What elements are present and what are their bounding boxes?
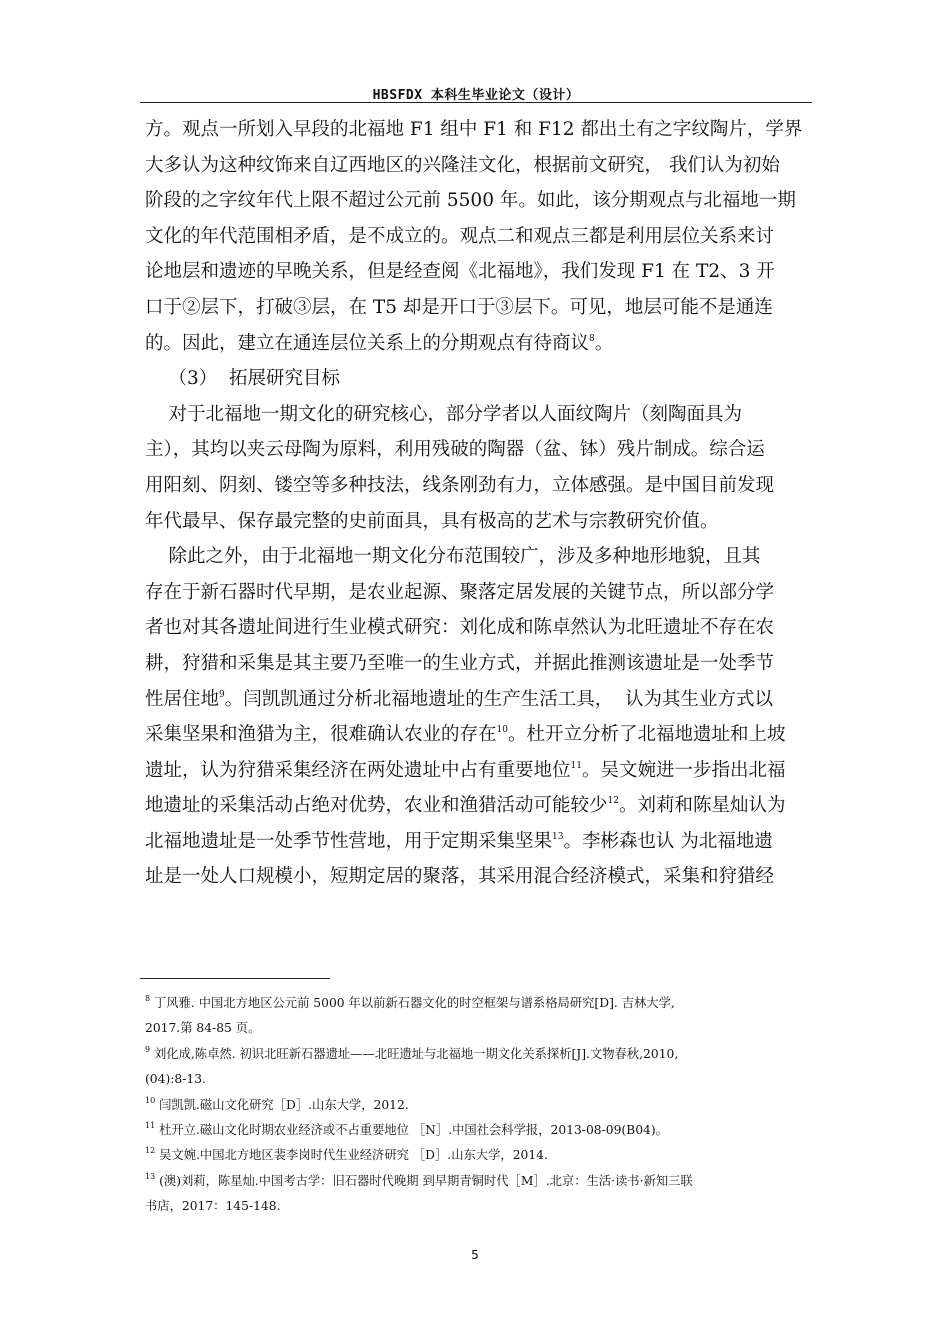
footnote-text: 丁风雅. 中国北方地区公元前 5000 年以前新石器文化的时空框架与谱系格局研究[D]. 吉林大学, xyxy=(150,996,675,1010)
footnote-line xyxy=(145,1093,813,1118)
text-line xyxy=(145,183,813,219)
line-text: （3） 拓展研究目标 xyxy=(145,368,341,390)
line-text: 。刘莉和陈星灿认为 xyxy=(618,795,786,817)
footnote-line xyxy=(145,1194,813,1219)
footnote-text: 书店，2017：145-148. xyxy=(145,1199,281,1214)
header-rule xyxy=(140,102,812,103)
footnote-line xyxy=(145,1067,813,1092)
line-text: 采集坚果和渔猎为主，很难确认农业的存在 xyxy=(145,724,497,746)
footnote-text: 2017.第 84-85 页。 xyxy=(145,1021,261,1036)
text-line xyxy=(145,824,813,860)
line-text: 论地层和遗迹的早晚关系，但是经查阅《北福地》，我们发现 F1 在 T2、3 开 xyxy=(145,261,775,283)
text-line xyxy=(145,432,813,468)
line-text: 主），其均以夹云母陶为原料，利用残破的陶器（盆、钵）残片制成。综合运 xyxy=(145,439,765,461)
line-text: 遗址，认为狩猎采集经济在两处遗址中占有重要地位 xyxy=(145,759,571,781)
text-line xyxy=(145,788,813,824)
footnote-separator xyxy=(140,978,330,979)
line-text: 者也对其各遗址间进行生业模式研究：刘化成和陈卓然认为北旺遗址不存在农 xyxy=(145,617,775,639)
footnote-line xyxy=(145,1169,813,1194)
footnote-line xyxy=(145,1042,813,1067)
line-text: 。闫凯凯通过分析北福地遗址的生产生活工具， 认为其生业方式以 xyxy=(224,688,774,710)
text-line xyxy=(145,112,813,148)
line-text: 方。观点一所划入早段的北福地 F1 组中 F1 和 F12 都出土有之字纹陶片，学界 xyxy=(145,119,803,140)
line-text: 文化的年代范围相矛盾，是不成立的。观点二和观点三都是利用层位关系来讨 xyxy=(145,225,775,247)
line-text: 。杜开立分析了北福地遗址和上坡 xyxy=(507,724,786,746)
text-line xyxy=(145,254,813,290)
footnote-line xyxy=(145,1118,813,1143)
footnotes xyxy=(145,991,813,1220)
line-text: 的。因此，建立在通连层位关系上的分期观点有待商议 xyxy=(145,332,590,354)
footnote-number: 10 xyxy=(145,1095,156,1105)
footnote-text: 吴文婉.中国北方地区裴李岗时代生业经济研究 ［D］.山东大学，2014. xyxy=(155,1148,548,1163)
line-text: 。吴文婉进一步指出北福 xyxy=(581,759,786,781)
text-line xyxy=(145,504,813,540)
footnote-text: 闫凯凯.磁山文化研究［D］.山东大学，2012. xyxy=(155,1097,409,1112)
footnote-number: 13 xyxy=(145,1171,156,1181)
running-header: HBSFDX 本科生毕业论文（设计） xyxy=(372,88,580,103)
footnote-number: 12 xyxy=(145,1146,156,1156)
footnote-ref: 11 xyxy=(570,760,582,771)
text-line xyxy=(145,682,813,718)
text-line xyxy=(145,610,813,646)
footnote-text: (04):8-13. xyxy=(145,1072,206,1087)
footnote-line xyxy=(145,1016,813,1041)
footnote-text: (澳)刘莉，陈星灿.中国考古学：旧石器时代晚期 到早期青铜时代［M］.北京：生活·读书·新知三联 xyxy=(155,1173,693,1188)
footnote-ref: 10 xyxy=(496,725,508,736)
footnote-ref: 8 xyxy=(589,333,595,344)
footnote-number: 11 xyxy=(145,1120,156,1130)
line-text: 北福地遗址是一处季节性营地，用于定期采集坚果 xyxy=(145,830,553,852)
line-text: 用阳刻、阴刻、镂空等多种技法，线条刚劲有力，立体感强。是中国目前发现 xyxy=(145,474,775,496)
line-text: 性居住地 xyxy=(145,688,220,710)
line-text: 阶段的之字纹年代上限不超过公元前 5500 年。如此，该分期观点与北福地一期 xyxy=(145,190,796,212)
text-line xyxy=(145,575,813,611)
footnote-line xyxy=(145,991,813,1016)
line-text: 耕，狩猎和采集是其主要乃至唯一的生业方式，并据此推测该遗址是一处季节 xyxy=(145,652,775,674)
text-line xyxy=(145,290,813,326)
page-number: 5 xyxy=(471,1248,479,1262)
body-text xyxy=(145,112,813,895)
footnote-number: 9 xyxy=(145,1044,151,1054)
line-text: 。李彬森也认 为北福地遗 xyxy=(563,830,773,852)
line-text: 址是一处人口规模小，短期定居的聚落，其采用混合经济模式，采集和狩猎经 xyxy=(145,866,775,888)
text-line xyxy=(145,753,813,789)
text-line xyxy=(145,646,813,682)
line-text: 。 xyxy=(594,332,614,354)
text-line xyxy=(145,326,813,362)
footnote-ref: 12 xyxy=(607,796,619,807)
line-text: 对于北福地一期文化的研究核心，部分学者以人面纹陶片（刻陶面具为 xyxy=(145,403,743,425)
line-text: 年代最早、保存最完整的史前面具，具有极高的艺术与宗教研究价值。 xyxy=(145,510,719,532)
text-line xyxy=(145,717,813,753)
line-text: 口于②层下，打破③层，在 T5 却是开口于③层下。可见，地层可能不是通连 xyxy=(145,296,773,318)
footnote-ref: 9 xyxy=(219,689,225,700)
text-line xyxy=(145,859,813,895)
line-text: 地遗址的采集活动占绝对优势，农业和渔猎活动可能较少 xyxy=(145,795,608,817)
text-line xyxy=(145,219,813,255)
line-text: 大多认为这种纹饰来自辽西地区的兴隆洼文化，根据前文研究， 我们认为初始 xyxy=(145,154,780,176)
line-text: 存在于新石器时代早期，是农业起源、聚落定居发展的关键节点，所以部分学 xyxy=(145,581,775,603)
text-line xyxy=(145,539,813,575)
text-line xyxy=(145,148,813,184)
text-line xyxy=(145,468,813,504)
section-heading xyxy=(145,361,813,397)
footnote-number: 8 xyxy=(145,994,151,1003)
text-line xyxy=(145,397,813,433)
footnote-line xyxy=(145,1143,813,1168)
line-text: 除此之外，由于北福地一期文化分布范围较广，涉及多种地形地貌，且其 xyxy=(145,546,761,568)
footnote-ref: 13 xyxy=(552,831,564,842)
footnote-text: 刘化成,陈卓然. 初识北旺新石器遗址——北旺遗址与北福地一期文化关系探析[J].文物春秋,2010, xyxy=(150,1046,679,1061)
footnote-text: 杜开立.磁山文化时期农业经济或不占重要地位 ［N］.中国社会科学报，2013-08-09(B04)。 xyxy=(155,1122,668,1137)
